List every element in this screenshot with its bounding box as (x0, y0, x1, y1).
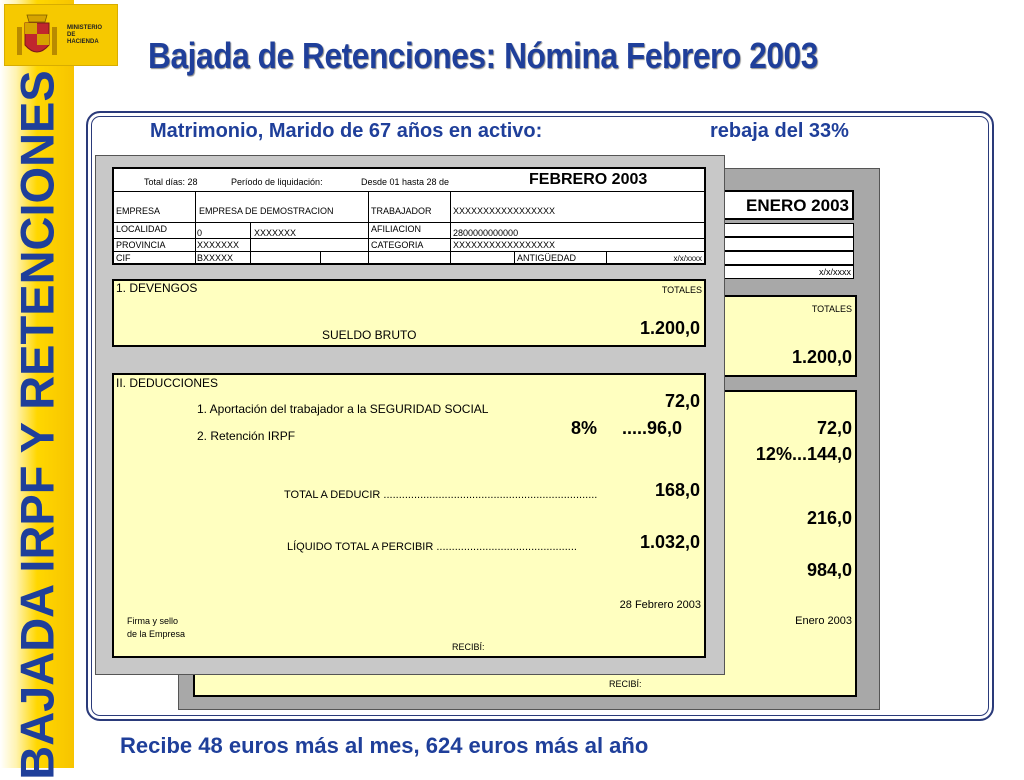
enero-liquido-value: 984,0 (806, 560, 852, 580)
enero-row-1 (706, 223, 854, 237)
febrero-date: 28 Febrero 2003 (619, 599, 701, 611)
logo-label (67, 25, 102, 46)
total-dias: Total días: 28 (144, 177, 198, 187)
divider (450, 191, 451, 263)
subtitle-right: rebaja del 33% (710, 120, 849, 142)
logo-line-3: HACIENDA (67, 39, 99, 45)
enero-date: Enero 2003 (795, 615, 852, 627)
divider (114, 191, 704, 192)
cif-value: BXXXXX (197, 253, 234, 263)
devengos-heading: 1. DEVENGOS (116, 281, 198, 295)
localidad-label: LOCALIDAD (116, 224, 168, 234)
divider (514, 251, 515, 263)
divider (606, 251, 607, 263)
categoria-label: CATEGORIA (371, 240, 424, 250)
devengos-panel (112, 279, 706, 347)
irpf-label: 2. Retención IRPF (197, 429, 296, 443)
categoria-value: XXXXXXXXXXXXXXXXX (453, 240, 556, 250)
divider (368, 191, 369, 263)
side-title (0, 0, 74, 780)
page-title: Bajada de Retenciones: Nómina Febrero 2003 (148, 35, 818, 76)
sueldo-label: SUELDO BRUTO (322, 328, 417, 342)
localidad-value: XXXXXXX (254, 228, 297, 238)
subtitle-left: Matrimonio, Marido de 67 años en activo: (150, 120, 543, 142)
febrero-recibi: RECIBÍ: (452, 642, 485, 652)
desde-label: Desde 01 hasta 28 de (361, 177, 450, 187)
total-deducir-label: TOTAL A DEDUCIR ...................................................................... (284, 489, 598, 501)
sueldo-value: 1.200,0 (639, 318, 700, 338)
enero-antiguedad: x/x/xxxx (706, 265, 854, 279)
enero-total-value: 216,0 (806, 508, 852, 528)
enero-row-2 (706, 237, 854, 251)
antiguedad-label: ANTIGÜEDAD (517, 253, 577, 263)
deducciones-heading: II. DEDUCCIONES (116, 376, 219, 390)
cif-label: CIF (116, 253, 131, 263)
antiguedad-value: x/x/xxxx (673, 254, 702, 263)
empresa-label: EMPRESA (116, 206, 161, 216)
ss-value: 72,0 (664, 391, 700, 411)
enero-ss-value: 72,0 (816, 418, 852, 438)
logo-line-2: DE (67, 32, 76, 38)
bottom-summary: Recibe 48 euros más al mes, 624 euros más al año (120, 733, 649, 758)
irpf-pct: 8% (571, 418, 598, 438)
enero-irpf-value: 12%...144,0 (755, 444, 852, 464)
localidad-zero: 0 (197, 228, 203, 238)
enero-totales: TOTALES (811, 304, 852, 314)
provincia-value: XXXXXXX (197, 240, 240, 250)
febrero-header-box (112, 167, 706, 265)
side-title-text: BAJADA IRPF Y RETENCIONES (10, 70, 64, 780)
provincia-label: PROVINCIA (116, 240, 166, 250)
enero-sueldo-value: 1.200,0 (791, 347, 852, 367)
trabajador-value: XXXXXXXXXXXXXXXXX (453, 206, 556, 216)
enero-row-3 (706, 251, 854, 265)
liquido-label: LÍQUIDO TOTAL A PERCIBIR .............................................. (287, 541, 577, 553)
afiliacion-value: 2800000000000 (453, 228, 519, 238)
ministry-logo (4, 4, 118, 66)
empresa-value: EMPRESA DE DEMOSTRACION (199, 206, 334, 216)
divider (195, 191, 196, 263)
afiliacion-label: AFILIACION (371, 224, 422, 234)
total-deducir-value: 168,0 (654, 480, 700, 500)
firma-line-2: de la Empresa (127, 629, 186, 639)
trabajador-label: TRABAJADOR (371, 206, 432, 216)
liquido-value: 1.032,0 (639, 532, 700, 552)
divider (250, 222, 251, 263)
logo-line-1: MINISTERIO (67, 25, 103, 31)
periodo-label: Período de liquidación: (231, 177, 323, 187)
irpf-value: .....96,0 (622, 418, 683, 438)
coat-of-arms-icon (15, 13, 59, 63)
firma-line-1: Firma y sello (127, 616, 179, 626)
divider (320, 251, 321, 263)
febrero-month: FEBRERO 2003 (529, 171, 648, 188)
deducciones-panel (112, 373, 706, 658)
subtitle (150, 120, 849, 143)
devengos-totales: TOTALES (661, 285, 702, 295)
enero-recibi: RECIBÍ: (609, 679, 642, 689)
enero-month: ENERO 2003 (706, 190, 854, 220)
ss-label: 1. Aportación del trabajador a la SEGURIDAD SOCIAL (197, 402, 489, 416)
